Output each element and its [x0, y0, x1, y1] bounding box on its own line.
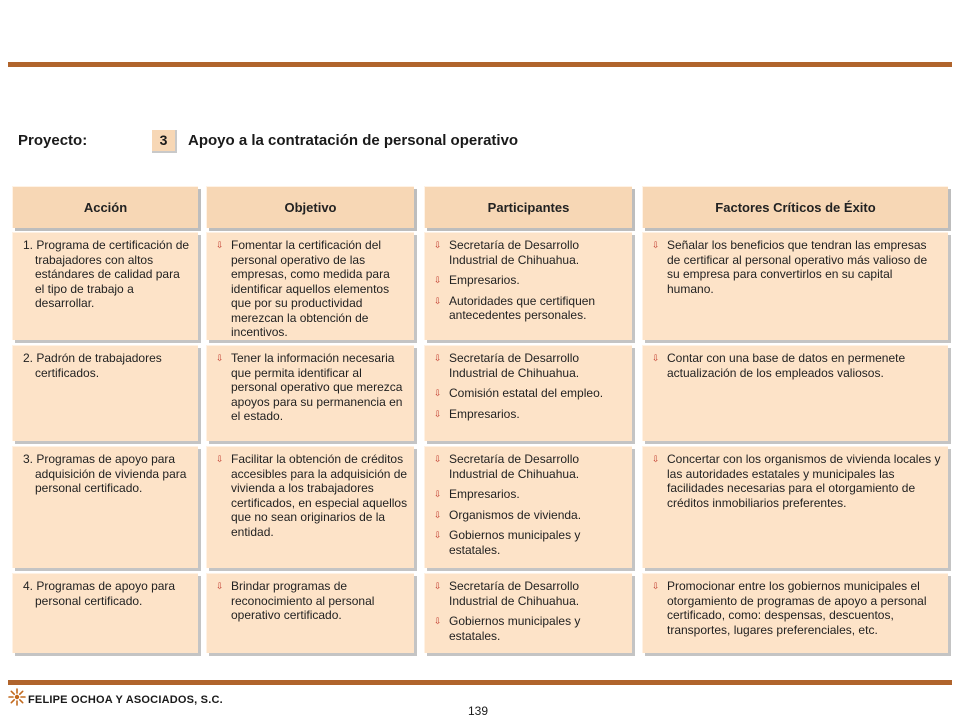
bullet-arrow-icon: ⇩	[216, 240, 224, 250]
list-item	[651, 452, 942, 510]
list-item-text: Autoridades que certifiquen antecedentes personales.	[449, 293, 596, 322]
list-item-text: Secretaría de Desarrollo Industrial de Chihuahua.	[449, 238, 580, 267]
list-item	[433, 273, 626, 288]
bullet-arrow-icon: ⇩	[652, 240, 660, 250]
cell-factores-criticos-row-4	[642, 573, 948, 653]
cell-participantes-row-4	[424, 573, 632, 653]
bullet-arrow-icon: ⇩	[652, 353, 660, 363]
bullet-arrow-icon: ⇩	[434, 295, 442, 306]
list-item	[433, 528, 626, 557]
bullet-arrow-icon: ⇩	[434, 454, 442, 464]
page-number: 139	[468, 704, 489, 718]
objetivo-list	[215, 238, 408, 340]
list-item-text: Señalar los beneficios que tendran las empresas de certificar al personal operativo más valioso de su empresa para convertirlos en su capital humano.	[667, 238, 928, 296]
project-number-badge: 3	[152, 130, 177, 153]
project-label: Proyecto:	[18, 132, 88, 149]
list-item	[433, 579, 626, 608]
accion-text: 4. Programas de apoyo para personal certificado.	[23, 579, 176, 608]
objetivo-list	[215, 579, 408, 623]
objetivo-list	[215, 452, 408, 539]
list-item	[433, 238, 626, 267]
list-item-text: Secretaría de Desarrollo Industrial de Chihuahua.	[449, 351, 580, 380]
company-name: FELIPE OCHOA Y ASOCIADOS, S.C.	[28, 694, 223, 706]
objetivo-list	[215, 351, 408, 424]
list-item-text: Empresarios.	[449, 487, 520, 501]
list-item-text: Secretaría de Desarrollo Industrial de Chihuahua.	[449, 452, 580, 481]
list-item-text: Fomentar la certificación del personal operativo de las empresas, como medida para identificar aquellos elementos que por su productividad merezcan la obtención de incentivos.	[231, 238, 390, 339]
cell-participantes-row-3	[424, 446, 632, 568]
header-participantes: Participantes	[424, 186, 632, 228]
list-item-text: Facilitar la obtención de créditos accesibles para la adquisición de vivienda a los trabajadores certificados, en especial aquellos que no sean originarios de la entidad.	[231, 452, 408, 539]
bullet-arrow-icon: ⇩	[434, 353, 442, 363]
list-item	[651, 351, 942, 380]
bullet-arrow-icon: ⇩	[434, 530, 442, 540]
participantes-list	[433, 452, 626, 557]
bullet-arrow-icon: ⇩	[434, 489, 442, 499]
cell-participantes-row-2	[424, 345, 632, 441]
bullet-arrow-icon: ⇩	[216, 353, 224, 363]
list-item	[651, 238, 942, 296]
factores-criticos-list	[651, 452, 942, 510]
cell-accion-row-4	[12, 573, 198, 653]
list-item-text: Promocionar entre los gobiernos municipales el otorgamiento de programas de apoyo a personal certificado, como: despensas, descuentos, transportes, lugares preferenciales, etc.	[667, 579, 927, 637]
cell-accion-row-2	[12, 345, 198, 441]
factores-criticos-list	[651, 351, 942, 380]
list-item	[433, 407, 626, 422]
company-logo	[8, 688, 26, 711]
list-item-text: Secretaría de Desarrollo Industrial de Chihuahua.	[449, 579, 580, 608]
list-item-text: Contar con una base de datos en permenete actualización de los empleados valiosos.	[667, 351, 906, 380]
list-item	[433, 386, 626, 401]
bullet-arrow-icon: ⇩	[434, 408, 442, 419]
cell-participantes-row-1	[424, 232, 632, 340]
participantes-list	[433, 579, 626, 643]
list-item	[215, 579, 408, 623]
list-item	[433, 294, 626, 323]
cell-objetivo-row-3	[206, 446, 414, 568]
list-item	[433, 351, 626, 380]
bullet-arrow-icon: ⇩	[652, 454, 660, 464]
bullet-arrow-icon: ⇩	[216, 581, 224, 591]
list-item-text: Organismos de vivienda.	[449, 507, 582, 522]
factores-criticos-list	[651, 238, 942, 296]
sunburst-logo-icon	[8, 688, 26, 706]
bullet-arrow-icon: ⇩	[434, 581, 442, 591]
list-item-text: Concertar con los organismos de vivienda locales y las autoridades estatales y municipales las facilidades necesarias para el otorgamiento de créditos inmobiliarios preferentes.	[667, 452, 941, 510]
bullet-arrow-icon: ⇩	[216, 454, 224, 464]
list-item-text: Gobiernos municipales y estatales.	[449, 528, 581, 557]
accion-text: 1. Programa de certificación de trabajadores con altos estándares de calidad para el tipo de trabajo a desarrollar.	[23, 238, 190, 310]
list-item	[433, 487, 626, 502]
project-title: Apoyo a la contratación de personal operativo	[188, 132, 519, 149]
list-item	[433, 508, 626, 523]
list-item-text: Gobiernos municipales y estatales.	[449, 614, 581, 643]
list-item	[215, 452, 408, 539]
bullet-arrow-icon: ⇩	[434, 616, 442, 626]
cell-factores-criticos-row-2	[642, 345, 948, 441]
list-item	[215, 238, 408, 340]
bullet-arrow-icon: ⇩	[434, 388, 442, 398]
bullet-arrow-icon: ⇩	[434, 275, 442, 285]
list-item-text: Tener la información necesaria que permita identificar al personal operativo que merezca apoyos para su permanencia en el estado.	[231, 351, 403, 423]
bullet-arrow-icon: ⇩	[652, 581, 660, 591]
factores-criticos-list	[651, 579, 942, 637]
cell-objetivo-row-1	[206, 232, 414, 340]
bullet-arrow-icon: ⇩	[434, 509, 442, 520]
participantes-list	[433, 238, 626, 323]
header-objetivo: Objetivo	[206, 186, 414, 228]
bullet-arrow-icon: ⇩	[434, 240, 442, 250]
header-factores-criticos: Factores Críticos de Éxito	[642, 186, 948, 228]
list-item-text: Empresarios.	[449, 273, 520, 287]
cell-factores-criticos-row-3	[642, 446, 948, 568]
participantes-list	[433, 351, 626, 421]
list-item	[433, 614, 626, 643]
cell-objetivo-row-2	[206, 345, 414, 441]
bottom-rule	[8, 680, 952, 685]
list-item-text: Comisión estatal del empleo.	[449, 386, 604, 400]
list-item-text: Brindar programas de reconocimiento al personal operativo certificado.	[231, 579, 375, 622]
header-accion: Acción	[12, 186, 198, 228]
list-item	[433, 452, 626, 481]
list-item-text: Empresarios.	[449, 406, 520, 421]
top-rule	[8, 62, 952, 67]
accion-text: 3. Programas de apoyo para adquisición de vivienda para personal certificado.	[23, 452, 187, 495]
cell-accion-row-1	[12, 232, 198, 340]
list-item	[651, 579, 942, 637]
list-item	[215, 351, 408, 424]
cell-factores-criticos-row-1	[642, 232, 948, 340]
cell-accion-row-3	[12, 446, 198, 568]
accion-text: 2. Padrón de trabajadores certificados.	[23, 351, 162, 380]
cell-objetivo-row-4	[206, 573, 414, 653]
